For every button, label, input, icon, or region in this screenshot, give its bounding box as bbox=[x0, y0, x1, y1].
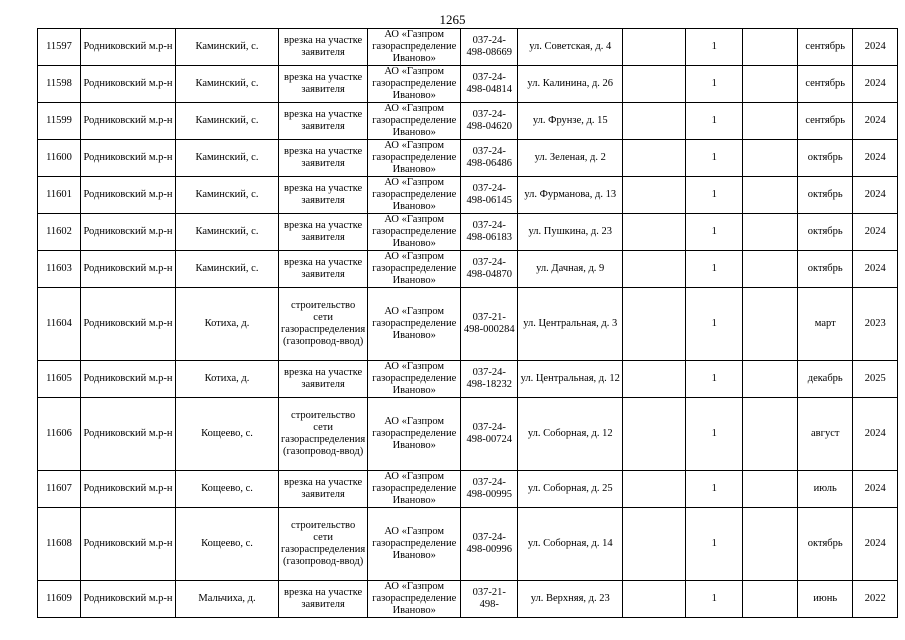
month-cell: июнь bbox=[798, 581, 853, 618]
year-cell: 2025 bbox=[853, 361, 898, 398]
row-number: 11603 bbox=[38, 251, 81, 288]
count-cell: 1 bbox=[686, 103, 743, 140]
row-number: 11605 bbox=[38, 361, 81, 398]
address-cell: ул. Дачная, д. 9 bbox=[518, 251, 623, 288]
month-cell: октябрь bbox=[798, 251, 853, 288]
organization-cell: АО «Газпром газораспределение Иваново» bbox=[368, 177, 461, 214]
work-type-cell: врезка на участке заявителя bbox=[279, 177, 368, 214]
district-cell: Родниковский м.р-н bbox=[81, 66, 176, 103]
empty-cell bbox=[623, 103, 686, 140]
table-row bbox=[38, 140, 898, 177]
address-cell: ул. Калинина, д. 26 bbox=[518, 66, 623, 103]
row-number: 11600 bbox=[38, 140, 81, 177]
organization-cell: АО «Газпром газораспределение Иваново» bbox=[368, 581, 461, 618]
year-cell: 2024 bbox=[853, 140, 898, 177]
account-number-cell: 037-21-498- bbox=[461, 581, 518, 618]
year-cell: 2024 bbox=[853, 508, 898, 581]
address-cell: ул. Центральная, д. 3 bbox=[518, 288, 623, 361]
table-row bbox=[38, 177, 898, 214]
locality-cell: Каминский, с. bbox=[176, 177, 279, 214]
locality-cell: Каминский, с. bbox=[176, 251, 279, 288]
locality-cell: Кощеево, с. bbox=[176, 471, 279, 508]
work-type-cell: врезка на участке заявителя bbox=[279, 140, 368, 177]
organization-cell: АО «Газпром газораспределение Иваново» bbox=[368, 140, 461, 177]
year-cell: 2024 bbox=[853, 66, 898, 103]
count-cell: 1 bbox=[686, 177, 743, 214]
count-cell: 1 bbox=[686, 29, 743, 66]
count-cell: 1 bbox=[686, 508, 743, 581]
year-cell: 2024 bbox=[853, 177, 898, 214]
month-cell: сентябрь bbox=[798, 66, 853, 103]
organization-cell: АО «Газпром газораспределение Иваново» bbox=[368, 288, 461, 361]
district-cell: Родниковский м.р-н bbox=[81, 508, 176, 581]
district-cell: Родниковский м.р-н bbox=[81, 177, 176, 214]
month-cell: декабрь bbox=[798, 361, 853, 398]
account-number-cell: 037-24-498-04620 bbox=[461, 103, 518, 140]
month-cell: октябрь bbox=[798, 140, 853, 177]
organization-cell: АО «Газпром газораспределение Иваново» bbox=[368, 508, 461, 581]
locality-cell: Котиха, д. bbox=[176, 288, 279, 361]
empty-cell bbox=[743, 288, 798, 361]
district-cell: Родниковский м.р-н bbox=[81, 29, 176, 66]
empty-cell bbox=[623, 214, 686, 251]
empty-cell bbox=[743, 103, 798, 140]
row-number: 11601 bbox=[38, 177, 81, 214]
year-cell: 2022 bbox=[853, 581, 898, 618]
month-cell: октябрь bbox=[798, 214, 853, 251]
account-number-cell: 037-24-498-06145 bbox=[461, 177, 518, 214]
account-number-cell: 037-24-498-00724 bbox=[461, 398, 518, 471]
count-cell: 1 bbox=[686, 398, 743, 471]
table-row bbox=[38, 29, 898, 66]
organization-cell: АО «Газпром газораспределение Иваново» bbox=[368, 66, 461, 103]
row-number: 11602 bbox=[38, 214, 81, 251]
gasification-registry-table bbox=[37, 28, 898, 618]
empty-cell bbox=[743, 398, 798, 471]
address-cell: ул. Фрунзе, д. 15 bbox=[518, 103, 623, 140]
work-type-cell: врезка на участке заявителя bbox=[279, 251, 368, 288]
empty-cell bbox=[623, 251, 686, 288]
address-cell: ул. Советская, д. 4 bbox=[518, 29, 623, 66]
work-type-cell: врезка на участке заявителя bbox=[279, 471, 368, 508]
locality-cell: Котиха, д. bbox=[176, 361, 279, 398]
work-type-cell: врезка на участке заявителя bbox=[279, 66, 368, 103]
locality-cell: Каминский, с. bbox=[176, 140, 279, 177]
district-cell: Родниковский м.р-н bbox=[81, 398, 176, 471]
district-cell: Родниковский м.р-н bbox=[81, 361, 176, 398]
empty-cell bbox=[743, 140, 798, 177]
count-cell: 1 bbox=[686, 471, 743, 508]
table-row bbox=[38, 398, 898, 471]
year-cell: 2024 bbox=[853, 29, 898, 66]
address-cell: ул. Фурманова, д. 13 bbox=[518, 177, 623, 214]
locality-cell: Мальчиха, д. bbox=[176, 581, 279, 618]
district-cell: Родниковский м.р-н bbox=[81, 103, 176, 140]
empty-cell bbox=[743, 29, 798, 66]
work-type-cell: врезка на участке заявителя bbox=[279, 581, 368, 618]
empty-cell bbox=[743, 66, 798, 103]
address-cell: ул. Центральная, д. 12 bbox=[518, 361, 623, 398]
address-cell: ул. Зеленая, д. 2 bbox=[518, 140, 623, 177]
empty-cell bbox=[743, 251, 798, 288]
organization-cell: АО «Газпром газораспределение Иваново» bbox=[368, 361, 461, 398]
registry-body bbox=[38, 29, 898, 618]
work-type-cell: строительство сети газораспределения (газопровод-ввод) bbox=[279, 288, 368, 361]
organization-cell: АО «Газпром газораспределение Иваново» bbox=[368, 29, 461, 66]
empty-cell bbox=[743, 508, 798, 581]
year-cell: 2024 bbox=[853, 214, 898, 251]
empty-cell bbox=[623, 66, 686, 103]
district-cell: Родниковский м.р-н bbox=[81, 140, 176, 177]
empty-cell bbox=[623, 508, 686, 581]
locality-cell: Каминский, с. bbox=[176, 29, 279, 66]
table-row bbox=[38, 288, 898, 361]
empty-cell bbox=[743, 581, 798, 618]
work-type-cell: строительство сети газораспределения (газопровод-ввод) bbox=[279, 398, 368, 471]
account-number-cell: 037-24-498-04814 bbox=[461, 66, 518, 103]
empty-cell bbox=[623, 29, 686, 66]
locality-cell: Каминский, с. bbox=[176, 103, 279, 140]
count-cell: 1 bbox=[686, 361, 743, 398]
row-number: 11606 bbox=[38, 398, 81, 471]
organization-cell: АО «Газпром газораспределение Иваново» bbox=[368, 471, 461, 508]
account-number-cell: 037-24-498-06183 bbox=[461, 214, 518, 251]
locality-cell: Каминский, с. bbox=[176, 66, 279, 103]
empty-cell bbox=[623, 581, 686, 618]
district-cell: Родниковский м.р-н bbox=[81, 288, 176, 361]
organization-cell: АО «Газпром газораспределение Иваново» bbox=[368, 251, 461, 288]
table-row bbox=[38, 581, 898, 618]
locality-cell: Кощеево, с. bbox=[176, 398, 279, 471]
empty-cell bbox=[743, 214, 798, 251]
address-cell: ул. Верхняя, д. 23 bbox=[518, 581, 623, 618]
empty-cell bbox=[623, 177, 686, 214]
organization-cell: АО «Газпром газораспределение Иваново» bbox=[368, 214, 461, 251]
account-number-cell: 037-24-498-04870 bbox=[461, 251, 518, 288]
account-number-cell: 037-24-498-00996 bbox=[461, 508, 518, 581]
work-type-cell: строительство сети газораспределения (газопровод-ввод) bbox=[279, 508, 368, 581]
year-cell: 2023 bbox=[853, 288, 898, 361]
empty-cell bbox=[623, 140, 686, 177]
page-number: 1265 bbox=[439, 12, 466, 27]
account-number-cell: 037-24-498-08669 bbox=[461, 29, 518, 66]
locality-cell: Кощеево, с. bbox=[176, 508, 279, 581]
row-number: 11597 bbox=[38, 29, 81, 66]
month-cell: сентябрь bbox=[798, 29, 853, 66]
empty-cell bbox=[623, 398, 686, 471]
table-row bbox=[38, 361, 898, 398]
table-row bbox=[38, 66, 898, 103]
year-cell: 2024 bbox=[853, 398, 898, 471]
row-number: 11604 bbox=[38, 288, 81, 361]
district-cell: Родниковский м.р-н bbox=[81, 214, 176, 251]
empty-cell bbox=[623, 288, 686, 361]
work-type-cell: врезка на участке заявителя bbox=[279, 214, 368, 251]
district-cell: Родниковский м.р-н bbox=[81, 471, 176, 508]
year-cell: 2024 bbox=[853, 103, 898, 140]
account-number-cell: 037-24-498-06486 bbox=[461, 140, 518, 177]
row-number: 11609 bbox=[38, 581, 81, 618]
month-cell: октябрь bbox=[798, 508, 853, 581]
district-cell: Родниковский м.р-н bbox=[81, 581, 176, 618]
month-cell: март bbox=[798, 288, 853, 361]
empty-cell bbox=[623, 471, 686, 508]
month-cell: август bbox=[798, 398, 853, 471]
row-number: 11598 bbox=[38, 66, 81, 103]
year-cell: 2024 bbox=[853, 471, 898, 508]
table-row bbox=[38, 508, 898, 581]
empty-cell bbox=[623, 361, 686, 398]
table-row bbox=[38, 103, 898, 140]
work-type-cell: врезка на участке заявителя bbox=[279, 29, 368, 66]
account-number-cell: 037-21-498-000284 bbox=[461, 288, 518, 361]
count-cell: 1 bbox=[686, 288, 743, 361]
table-row bbox=[38, 471, 898, 508]
address-cell: ул. Пушкина, д. 23 bbox=[518, 214, 623, 251]
empty-cell bbox=[743, 177, 798, 214]
count-cell: 1 bbox=[686, 251, 743, 288]
organization-cell: АО «Газпром газораспределение Иваново» bbox=[368, 103, 461, 140]
count-cell: 1 bbox=[686, 581, 743, 618]
count-cell: 1 bbox=[686, 214, 743, 251]
address-cell: ул. Соборная, д. 25 bbox=[518, 471, 623, 508]
count-cell: 1 bbox=[686, 140, 743, 177]
row-number: 11607 bbox=[38, 471, 81, 508]
locality-cell: Каминский, с. bbox=[176, 214, 279, 251]
month-cell: июль bbox=[798, 471, 853, 508]
work-type-cell: врезка на участке заявителя bbox=[279, 103, 368, 140]
work-type-cell: врезка на участке заявителя bbox=[279, 361, 368, 398]
account-number-cell: 037-24-498-00995 bbox=[461, 471, 518, 508]
count-cell: 1 bbox=[686, 66, 743, 103]
organization-cell: АО «Газпром газораспределение Иваново» bbox=[368, 398, 461, 471]
district-cell: Родниковский м.р-н bbox=[81, 251, 176, 288]
address-cell: ул. Соборная, д. 12 bbox=[518, 398, 623, 471]
row-number: 11599 bbox=[38, 103, 81, 140]
address-cell: ул. Соборная, д. 14 bbox=[518, 508, 623, 581]
month-cell: октябрь bbox=[798, 177, 853, 214]
empty-cell bbox=[743, 361, 798, 398]
empty-cell bbox=[743, 471, 798, 508]
table-row bbox=[38, 214, 898, 251]
table-row bbox=[38, 251, 898, 288]
year-cell: 2024 bbox=[853, 251, 898, 288]
month-cell: сентябрь bbox=[798, 103, 853, 140]
account-number-cell: 037-24-498-18232 bbox=[461, 361, 518, 398]
row-number: 11608 bbox=[38, 508, 81, 581]
